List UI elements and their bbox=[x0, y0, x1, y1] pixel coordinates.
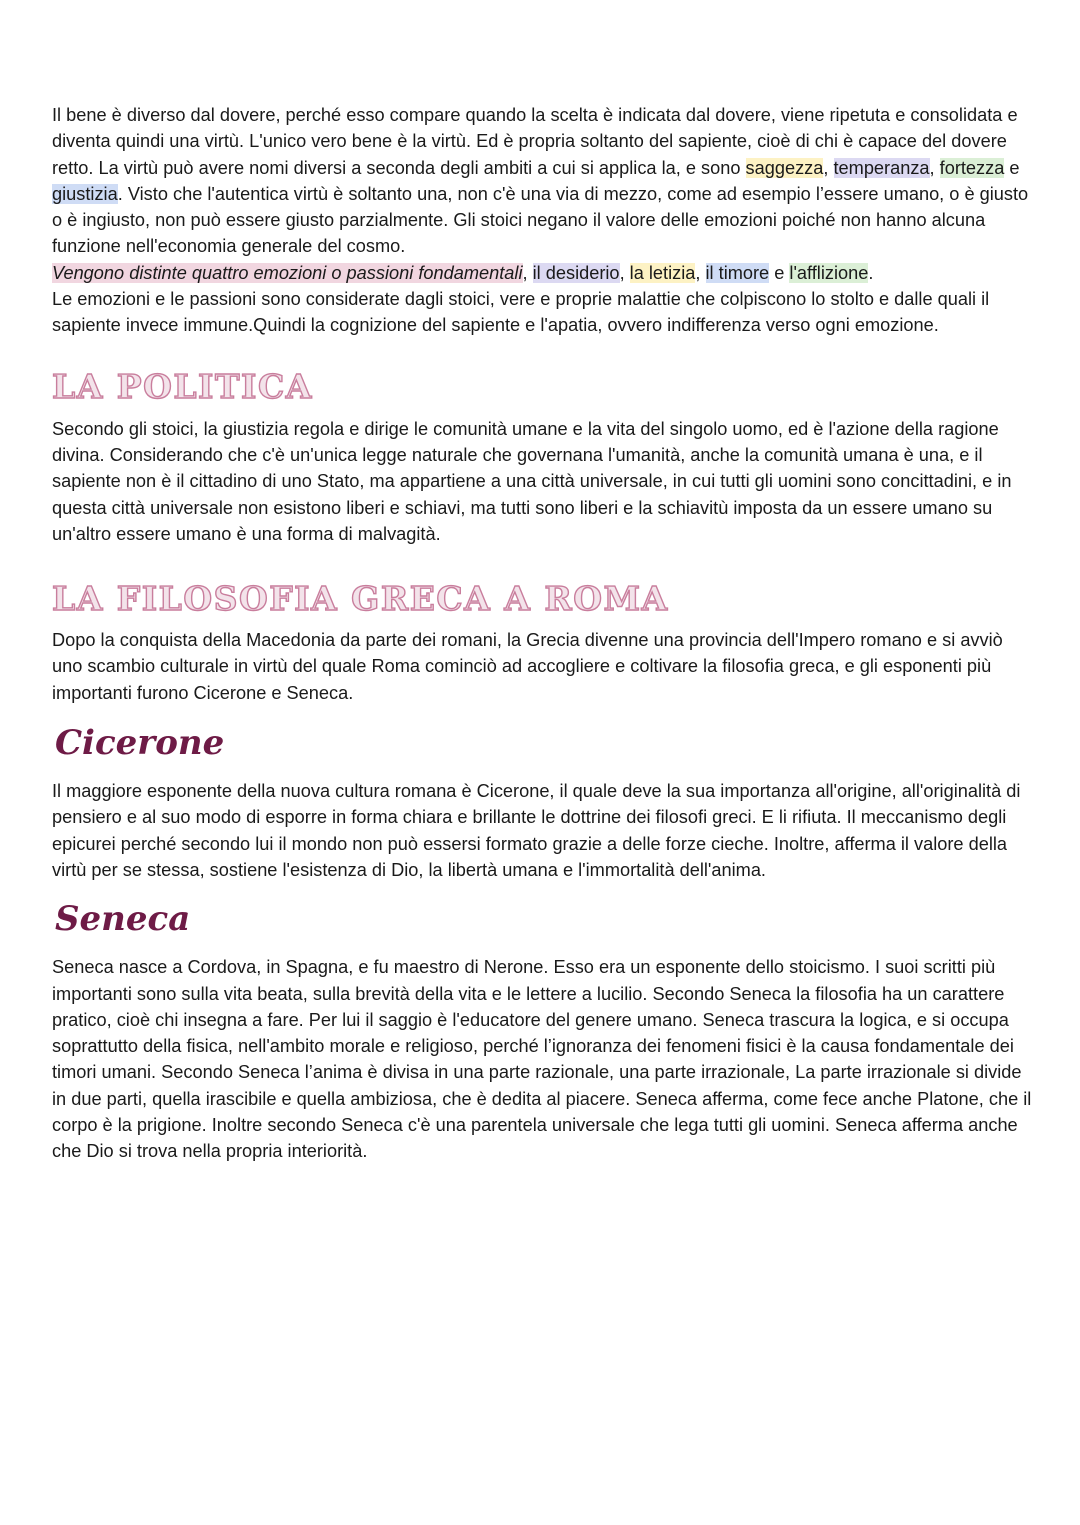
emotion-timore: il timore bbox=[705, 262, 770, 283]
intro-text-3: Le emozioni e le passioni sono considerate dagli stoici, vere e proprie malattie che colpiscono lo stolto e dalle quali il sapiente invece immune.Quindi la cognizione del sapiente e l'apatia, ovvero indifferenza verso ogni emozione. bbox=[52, 289, 990, 336]
cicerone-paragraph: Il maggiore esponente della nuova cultura romana è Cicerone, il quale deve la sua importanza all'origine, all'originalità di pensiero e al suo modo di esporre in forma chiara e brillante le dottrine dei filosofi greci. E li rifiuta. Il meccanismo degli epicurei perché secondo lui il mondo non può essersi formato grazie a delle forze cieche. Inoltre, afferma il valore della virtù per se stessa, sostiene l'esistenza di Dio, la libertà umana e l'immortalità dell'anima. bbox=[52, 781, 1021, 880]
separator: , bbox=[823, 157, 834, 178]
separator: , bbox=[695, 262, 706, 283]
intro-text-1: Il bene è diverso dal dovere, perché esso compare quando la scelta è indicata dal dovere, viene ripetuta e consolidata e diventa quindi una virtù. L'unico vero bene è la virtù. Ed è propria soltanto del sapiente, cioè di chi è capace del dovere retto. La virtù può avere nomi diversi a seconda degli ambiti a cui si applica la, e sono bbox=[52, 105, 1018, 178]
document-page bbox=[52, 102, 1032, 1165]
intro-text-2: . Visto che l'autentica virtù è soltanto una, non c'è una via di mezzo, come ad esempio l’essere umano, o è giusto o è ingiusto, non può essere giusto parzialmente. Gli stoici negano il valore delle emozioni poiché non hanno alcuna funzione nell'economia generale del cosmo. bbox=[52, 183, 1029, 257]
separator: e bbox=[769, 262, 790, 283]
section-title-filosofia-roma: LA FILOSOFIA GRECA A ROMA bbox=[52, 579, 669, 619]
virtue-fortezza: fortezza bbox=[939, 157, 1005, 178]
filosofia-roma-paragraph: Dopo la conquista della Macedonia da parte dei romani, la Grecia divenne una provincia dell'Impero romano e si avviò uno scambio culturale in virtù del quale Roma cominciò ad accogliere e coltivare la filosofia greca, e gli esponenti più importanti furono Cicerone e Seneca. bbox=[52, 630, 1003, 703]
subtitle-cicerone: Cicerone bbox=[55, 723, 225, 764]
emotions-lead: Vengono distinte quattro emozioni o passioni fondamentali bbox=[52, 262, 523, 283]
separator: , bbox=[522, 262, 533, 283]
intro-paragraph bbox=[52, 102, 1032, 339]
separator: e bbox=[1004, 157, 1020, 178]
virtue-saggezza: saggezza bbox=[745, 157, 824, 178]
emotion-afflizione: l'afflizione bbox=[789, 262, 869, 283]
virtue-temperanza: temperanza bbox=[833, 157, 930, 178]
politica-paragraph: Secondo gli stoici, la giustizia regola e dirige le comunità umane e la vita del singolo uomo, ed è l'azione della ragione divina. Considerando che c'è un'unica legge naturale che governana l'umanità, anche la comunità umana è una, e il sapiente non è il cittadino di uno Stato, ma appartiene a una città universale, in cui tutti gli uomini sono concittadini, e in questa città universale non esistono liberi e schiavi, ma tutti sono liberi e la schiavitù imposta da un essere umano su un'altro essere umano è una forma di malvagità. bbox=[52, 418, 1012, 544]
section-title-politica: LA POLITICA bbox=[52, 366, 313, 406]
emotion-desiderio: il desiderio bbox=[532, 262, 620, 283]
subtitle-seneca: Seneca bbox=[55, 899, 191, 940]
separator: , bbox=[929, 157, 940, 178]
separator: , bbox=[619, 262, 630, 283]
period: . bbox=[868, 262, 874, 283]
virtue-giustizia: giustizia bbox=[52, 183, 118, 204]
seneca-paragraph: Seneca nasce a Cordova, in Spagna, e fu maestro di Nerone. Esso era un esponente dello stoicismo. I suoi scritti più importanti sono sulla vita beata, sulla brevità della vita e le lettere a lucilio. Secondo Seneca la filosofia ha un carattere pratico, cioè chi insegna a fare. Per lui il saggio è l'educatore del genere umano. Seneca trascura la logica, e si occupa soprattutto della fisica, nell'ambito morale e religioso, perché l’ignoranza dei fenomeni fisici è la causa fondamentale dei timori umani. Secondo Seneca l’anima è divisa in una parte razionale, una parte irrazionale, La parte irrazionale si divide in due parti, quella irascibile e quella ambiziosa, che è dedita al piacere. Seneca afferma, come fece anche Platone, che il corpo è la prigione. Inoltre secondo Seneca c'è una parentela universale che lega tutti gli uomini. Seneca afferma anche che Dio si trova nella propria interiorità. bbox=[52, 957, 1032, 1162]
emotion-letizia: la letizia bbox=[629, 262, 696, 283]
